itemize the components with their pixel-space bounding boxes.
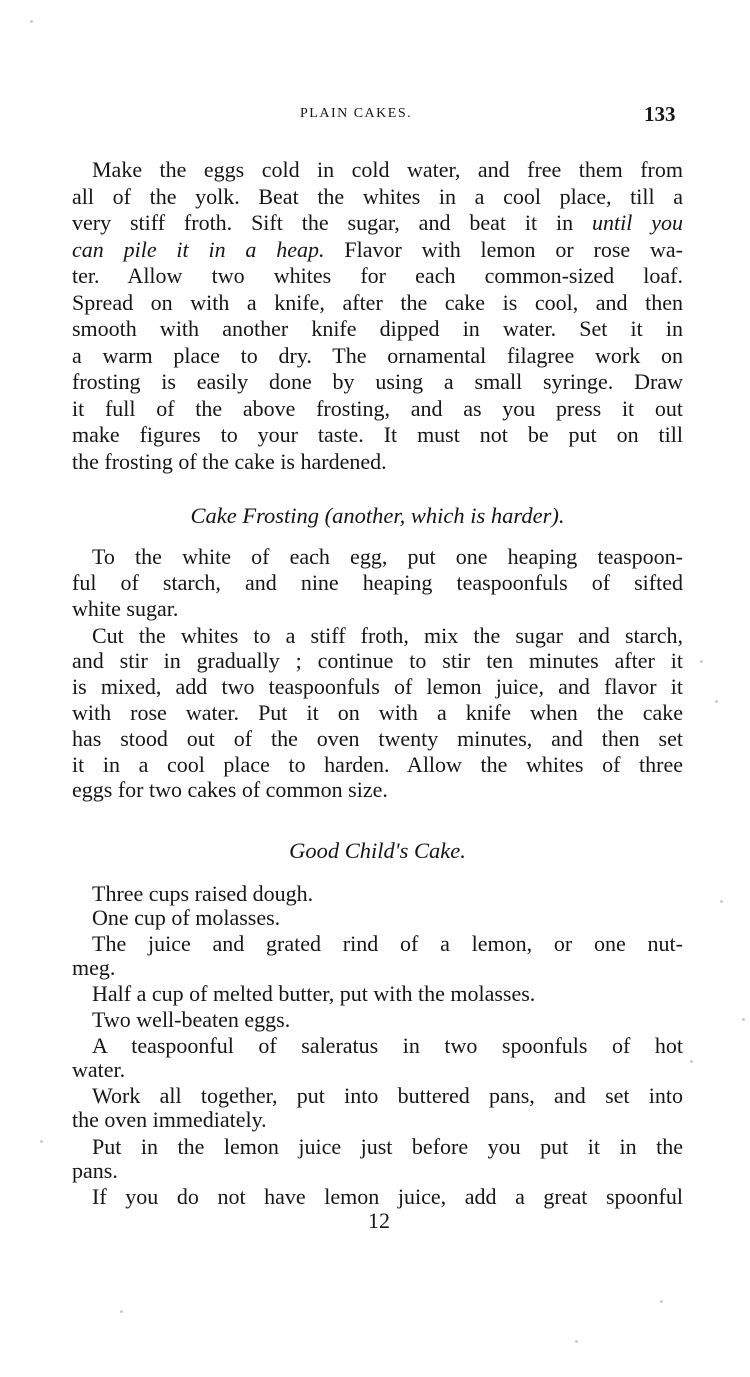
text-run: Three cups raised dough. [92,881,314,906]
text-run: Cut the whites to a stiff froth, mix the sugar and starch, [92,623,683,648]
text-line [92,931,683,957]
text-run: is mixed, add two teaspoonfuls of lemon juice, and flavor it [72,674,683,699]
text-run: it full of the above frosting, and as you press it out [72,395,683,421]
text-run: frosting is easily done by using a small syringe. Draw [72,369,683,394]
text-line [72,184,683,210]
text-line [72,726,683,752]
text-run: Make the eggs cold in cold water, and free them from [92,157,683,182]
text-line [72,596,683,622]
italic-text: can pile it in a heap. [72,236,325,262]
signature-mark: 12 [368,1208,390,1233]
scan-speck [742,1018,745,1021]
text-run: the frosting of the cake is hardened. [72,448,387,474]
text-line [72,343,683,369]
text-line [72,648,683,674]
text-line [92,905,683,931]
text-run: To the white of each egg, put one heaping teaspoon- [92,544,683,569]
scan-speck [715,700,718,703]
text-run: make figures to your taste. It must not be put on till [72,422,683,447]
text-run: pans. [72,1158,118,1183]
text-line [72,263,683,289]
text-run: and stir in gradually ; continue to stir ten minutes after it [72,648,683,673]
text-run: Spread on with a knife, after the cake is cool, and then [72,289,683,315]
section-heading-cake-frosting: Cake Frosting (another, which is harder). [190,503,565,528]
text-line [72,1057,683,1083]
scan-speck [575,1340,578,1343]
text-run: Two well-beaten eggs. [92,1007,291,1032]
scan-speck [30,20,33,23]
text-line [72,396,683,422]
scan-speck [700,660,703,663]
scan-speck [690,1060,693,1063]
scan-speck [40,1140,43,1143]
text-line [72,700,683,726]
text-line [92,1184,683,1210]
text-line [92,623,683,649]
text-line [92,1134,683,1160]
text-run: ter. Allow two whites for each common-sized loaf. [72,263,683,288]
running-head: PLAIN CAKES. [300,106,413,121]
text-run: Work all together, put into buttered pans, and set into [92,1083,683,1108]
text-run: A teaspoonful of saleratus in two spoonfuls of hot [92,1033,683,1058]
text-run: a warm place to dry. The ornamental filagree work on [72,342,683,368]
text-run: very stiff froth. Sift the sugar, and beat it in [72,210,592,235]
text-run: If you do not have lemon juice, add a great spoonful [92,1184,683,1209]
text-line [72,210,683,236]
text-line [92,544,683,570]
text-run: it in a cool place to harden. Allow the whites of three [72,752,683,777]
text-line [72,290,683,316]
text-line [72,369,683,395]
text-run: The juice and grated rind of a lemon, or one nut- [92,931,683,956]
text-run: Put in the lemon juice just before you put it in the [92,1134,683,1159]
text-run: has stood out of the oven twenty minutes, and then set [72,726,683,751]
text-line [72,1158,683,1184]
text-line [72,955,683,981]
text-line [72,1107,683,1133]
text-line [92,1083,683,1109]
page-number: 133 [644,102,676,126]
text-run: meg. [72,955,116,980]
section-heading-good-childs-cake: Good Child's Cake. [289,838,466,863]
text-line [72,752,683,778]
text-line [72,449,683,475]
italic-text: until you [592,210,683,235]
text-line [72,570,683,596]
text-run: the oven immediately. [72,1107,267,1132]
text-line [72,237,683,263]
text-run: eggs for two cakes of common size. [72,777,388,802]
text-line [72,674,683,700]
scan-speck [660,1300,663,1303]
text-line [92,1007,683,1033]
scan-speck [120,1310,123,1313]
text-run: all of the yolk. Beat the whites in a cool place, till a [72,183,683,209]
text-run: water. [72,1057,126,1082]
text-line [72,777,683,803]
text-run: with rose water. Put it on with a knife when the cake [72,700,683,725]
text-line [92,1033,683,1059]
text-run: Flavor with lemon or rose wa- [324,236,683,262]
text-run: ful of starch, and nine heaping teaspoonfuls of sifted [72,570,683,595]
text-run: One cup of molasses. [92,905,281,930]
text-line [92,981,683,1007]
text-line [72,316,683,342]
text-run: white sugar. [72,596,179,621]
scan-speck [720,900,723,903]
text-run: smooth with another knife dipped in water. Set it in [72,316,683,341]
text-line [72,422,683,448]
text-line [92,881,683,907]
text-run: Half a cup of melted butter, put with the molasses. [92,981,536,1006]
text-line [92,157,683,183]
